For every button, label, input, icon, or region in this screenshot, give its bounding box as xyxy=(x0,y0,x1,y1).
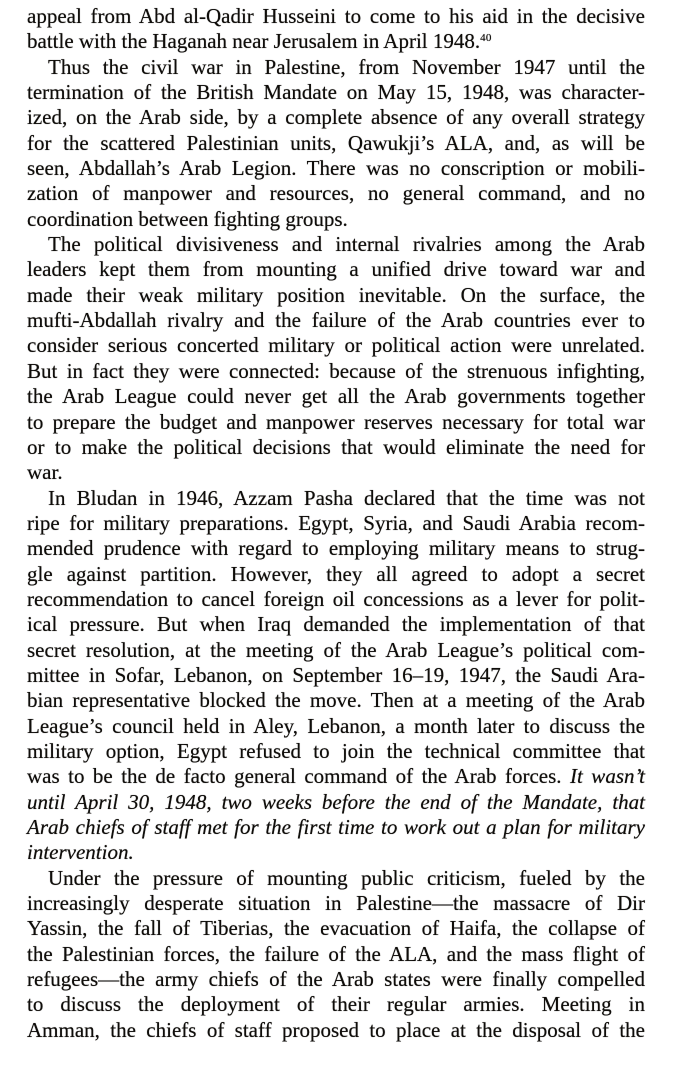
italic-text-segment: intervention. xyxy=(27,840,134,865)
italic-text-segment: Arab chiefs of staff met for the first time to work out a plan for military xyxy=(27,815,645,839)
text-segment: war. xyxy=(27,460,63,485)
text-line xyxy=(27,1018,645,1043)
text-line xyxy=(27,714,645,739)
text-segment: mittee in Sofar, Lebanon, on September 16–19, 1947, the Saudi Ara- xyxy=(27,662,645,687)
text-segment: Thus the civil war in Palestine, from November 1947 until the xyxy=(48,54,645,79)
text-line xyxy=(27,840,645,865)
text-line xyxy=(27,460,645,485)
text-line xyxy=(27,308,645,333)
text-line xyxy=(27,587,645,612)
text-line xyxy=(27,511,645,536)
text-segment: zation of manpower and resources, no general command, and no xyxy=(27,181,645,206)
text-segment: League’s council held in Aley, Lebanon, a month later to discuss the xyxy=(27,713,645,738)
text-line xyxy=(27,105,645,130)
text-line xyxy=(27,992,645,1017)
text-segment: Amman, the chiefs of staff proposed to place at the disposal of the xyxy=(27,1017,645,1042)
text-line xyxy=(27,688,645,713)
paragraph xyxy=(27,486,645,866)
text-segment: But in fact they were connected: because of the strenuous infighting, xyxy=(27,358,645,383)
paragraph xyxy=(27,55,645,232)
text-line xyxy=(27,536,645,561)
text-line xyxy=(27,333,645,358)
text-segment: recommendation to cancel foreign oil concessions as a lever for polit- xyxy=(27,586,645,611)
text-line xyxy=(27,232,645,257)
text-segment: Yassin, the fall of Tiberias, the evacuation of Haifa, the collapse of xyxy=(27,916,645,941)
text-segment: ripe for military preparations. Egypt, Syria, and Saudi Arabia recom- xyxy=(27,510,645,535)
text-segment: The political divisiveness and internal rivalries among the Arab xyxy=(48,232,645,257)
text-segment: seen, Abdallah’s Arab Legion. There was no conscription or mobili- xyxy=(27,156,645,181)
text-line xyxy=(27,764,645,789)
text-line xyxy=(27,257,645,282)
text-line xyxy=(27,638,645,663)
text-segment: to discuss the deployment of their regular armies. Meeting in xyxy=(27,992,645,1017)
text-line xyxy=(27,562,645,587)
text-line xyxy=(27,55,645,80)
text-segment: ical pressure. But when Iraq demanded the implementation of that xyxy=(27,612,645,637)
text-line xyxy=(27,891,645,916)
text-segment: ized, on the Arab side, by a complete absence of any overall strategy xyxy=(27,105,645,130)
text-line xyxy=(27,4,645,29)
text-line xyxy=(27,410,645,435)
text-segment: the Arab League could never get all the Arab governments together xyxy=(27,384,645,409)
text-line xyxy=(27,435,645,460)
text-line xyxy=(27,866,645,891)
italic-text-segment: until April 30, 1948, two weeks before the end of the Mandate, that xyxy=(27,789,645,814)
text-line xyxy=(27,131,645,156)
text-segment: mufti-Abdallah rivalry and the failure of the Arab countries ever to xyxy=(27,308,645,333)
text-segment: termination of the British Mandate on May 15, 1948, was character- xyxy=(27,80,645,105)
text-line xyxy=(27,663,645,688)
paragraph xyxy=(27,866,645,1043)
text-line xyxy=(27,815,645,840)
text-segment: made their weak military position inevitable. On the surface, the xyxy=(27,282,645,307)
text-segment: mended prudence with regard to employing military means to strug- xyxy=(27,536,645,561)
text-segment: refugees—the army chiefs of the Arab states were finally compelled xyxy=(27,967,645,992)
text-line xyxy=(27,181,645,206)
text-line xyxy=(27,156,645,181)
text-segment: or to make the political decisions that would eliminate the need for xyxy=(27,434,645,459)
text-segment: consider serious concerted military or political action were unrelated. xyxy=(27,333,645,358)
text-line xyxy=(27,283,645,308)
footnote-reference: 40 xyxy=(480,32,492,45)
text-segment: military option, Egypt refused to join the technical committee that xyxy=(27,738,645,763)
text-segment: appeal from Abd al-Qadir Husseini to come to his aid in the decisive xyxy=(27,4,645,28)
text-segment: leaders kept them from mounting a unified drive toward war and xyxy=(27,257,645,282)
text-segment: was to be the de facto general command of the Arab forces. xyxy=(27,764,571,789)
text-segment: increasingly desperate situation in Palestine—the massacre of Dir xyxy=(27,891,645,916)
text-segment: bian representative blocked the move. Then at a meeting of the Arab xyxy=(27,688,645,713)
text-segment: gle against partition. However, they all agreed to adopt a secret xyxy=(27,561,645,586)
text-segment: to prepare the budget and manpower reserves necessary for total war xyxy=(27,409,645,434)
text-line xyxy=(27,486,645,511)
text-line xyxy=(27,916,645,941)
text-segment: Under the pressure of mounting public criticism, fueled by the xyxy=(48,865,645,890)
text-line xyxy=(27,612,645,637)
text-line xyxy=(27,207,645,232)
text-line xyxy=(27,790,645,815)
text-segment: coordination between fighting groups. xyxy=(27,206,348,231)
text-line xyxy=(27,967,645,992)
text-line xyxy=(27,739,645,764)
text-segment: for the scattered Palestinian units, Qawukji’s ALA, and, as will be xyxy=(27,130,645,155)
text-line xyxy=(27,80,645,105)
text-line xyxy=(27,384,645,409)
text-line xyxy=(27,29,645,54)
text-segment: secret resolution, at the meeting of the Arab League’s political com- xyxy=(27,637,645,662)
paragraph xyxy=(27,232,645,485)
book-page xyxy=(27,4,645,1043)
italic-text-segment: It wasn’t xyxy=(570,764,645,789)
text-segment: In Bludan in 1946, Azzam Pasha declared that the time was not xyxy=(48,485,645,510)
text-line xyxy=(27,359,645,384)
text-segment: the Palestinian forces, the failure of the ALA, and the mass flight of xyxy=(27,941,645,966)
paragraph xyxy=(27,4,645,55)
text-segment: battle with the Haganah near Jerusalem in April 1948. xyxy=(27,29,481,54)
text-line xyxy=(27,942,645,967)
